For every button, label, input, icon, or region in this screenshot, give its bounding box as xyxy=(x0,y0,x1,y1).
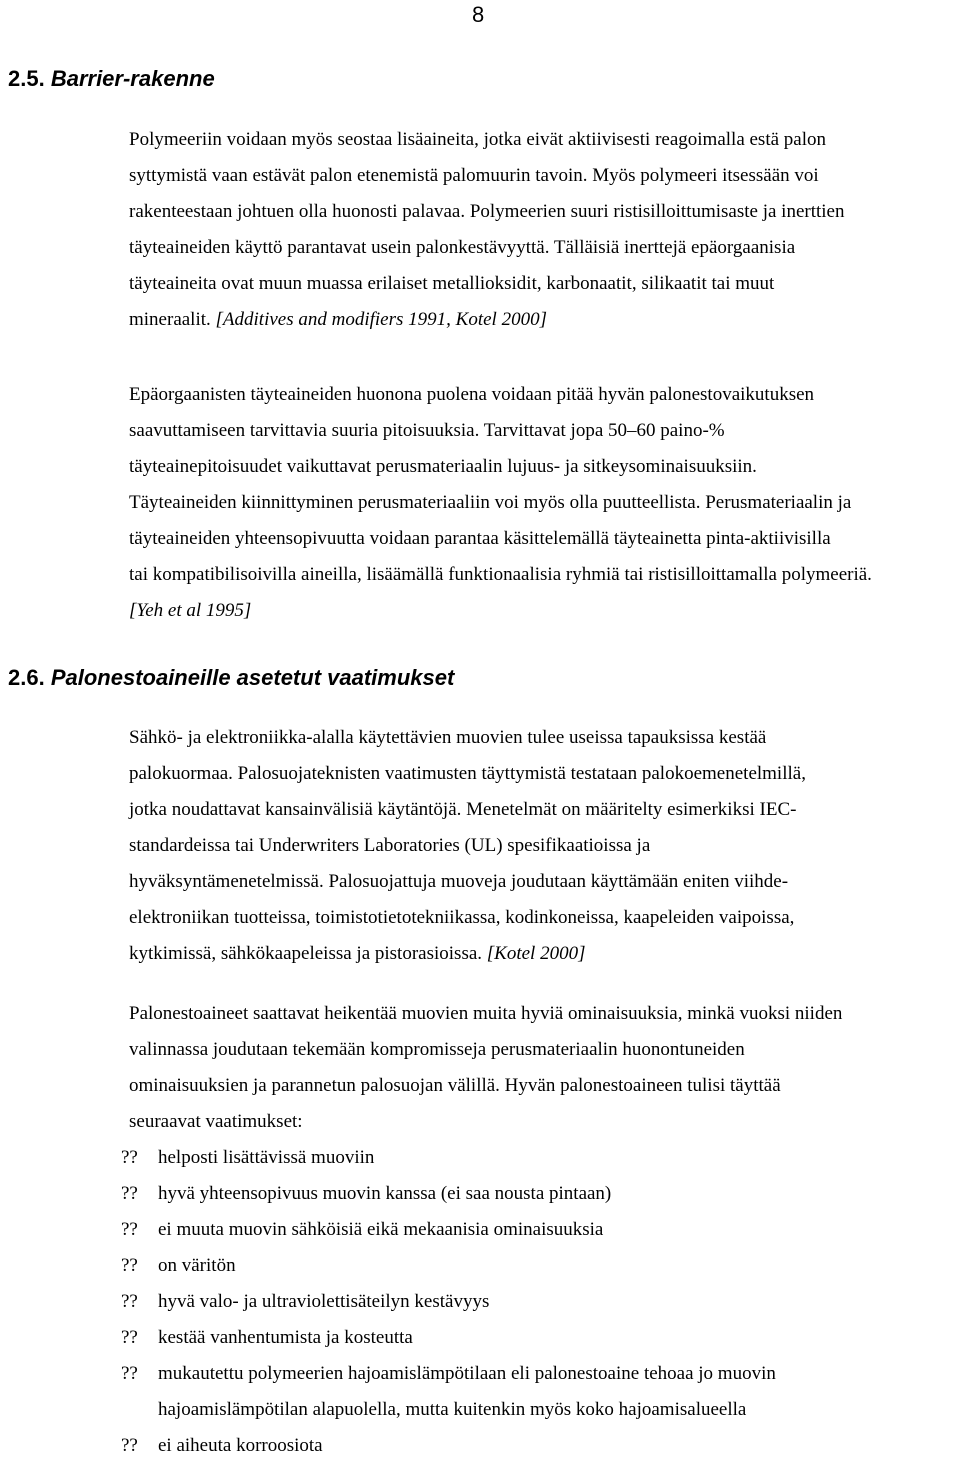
text-line xyxy=(129,302,845,338)
bullet-marker: ?? xyxy=(121,1219,138,1240)
bullet-marker: ?? xyxy=(121,1255,138,1276)
citation: [Yeh et al 1995] xyxy=(129,600,252,621)
text-line: palokuormaa. Palosuojateknisten vaatimusten täyttymistä testataan palokoemenetelmillä, xyxy=(129,763,806,784)
text-line: hyväksyntämenetelmissä. Palosuojattuja muoveja joudutaan käyttämään eniten viihde- xyxy=(129,871,789,892)
list-item-text: hyvä valo- ja ultraviolettisäteilyn kestävyys xyxy=(158,1291,490,1312)
list-item xyxy=(121,1248,776,1284)
text-line: Täyteaineiden kiinnittyminen perusmateriaaliin voi myös olla puutteellista. Perusmateriaalin ja xyxy=(129,492,852,513)
list-item-text: helposti lisättävissä muoviin xyxy=(158,1147,375,1168)
requirements-list xyxy=(121,1140,776,1464)
citation: [Kotel 2000] xyxy=(486,943,586,964)
paragraph-requirements-2 xyxy=(129,996,842,1140)
list-item xyxy=(121,1284,776,1320)
list-item xyxy=(121,1140,776,1176)
text-line: Palonestoaineet saattavat heikentää muovien muita hyviä ominaisuuksia, minkä vuoksi niiden xyxy=(129,1003,843,1024)
bullet-marker: ?? xyxy=(121,1327,138,1348)
list-item xyxy=(121,1212,776,1248)
list-item-text: ei aiheuta korroosiota xyxy=(158,1435,323,1456)
text-line: saavuttamiseen tarvittavia suuria pitoisuuksia. Tarvittavat jopa 50–60 paino-% xyxy=(129,420,725,441)
text-run: kytkimissä, sähkökaapeleissa ja pistorasioissa. xyxy=(129,943,487,964)
page-number: 8 xyxy=(472,2,485,27)
list-item xyxy=(121,1320,776,1356)
paragraph-requirements-1 xyxy=(129,720,806,972)
text-line: täyteaineita ovat muun muassa erilaiset metallioksidit, karbonaatit, silikaatit tai muut xyxy=(129,273,775,294)
text-run: mineraalit. xyxy=(129,309,216,330)
list-item-text: ei muuta muovin sähköisiä eikä mekaanisia ominaisuuksia xyxy=(158,1219,604,1240)
section-title: Barrier-rakenne xyxy=(50,66,215,91)
section-number: 2.5. xyxy=(8,66,45,91)
bullet-marker: ?? xyxy=(121,1183,138,1204)
text-line: Sähkö- ja elektroniikka-alalla käytettävien muovien tulee useissa tapauksissa kestää xyxy=(129,727,767,748)
list-item-text: on väritön xyxy=(158,1255,236,1276)
section-heading-2-6 xyxy=(8,665,454,691)
citation: [Additives and modifiers 1991, Kotel 2000] xyxy=(215,309,547,330)
text-line: Epäorgaanisten täyteaineiden huonona puolena voidaan pitää hyvän palonestovaikutuksen xyxy=(129,384,815,405)
bullet-marker: ?? xyxy=(121,1291,138,1312)
text-line: syttymistä vaan estävät palon etenemistä palomuurin tavoin. Myös polymeeri itsessään voi xyxy=(129,165,819,186)
paragraph-barrier-2 xyxy=(129,377,872,629)
list-item xyxy=(121,1176,776,1212)
list-item-text: hyvä yhteensopivuus muovin kanssa (ei saa nousta pintaan) xyxy=(158,1183,612,1204)
text-line: Polymeeriin voidaan myös seostaa lisäaineita, jotka eivät aktiivisesti reagoimalla estä palon xyxy=(129,129,826,150)
paragraph-barrier-1 xyxy=(129,122,845,338)
text-line: täyteainepitoisuudet vaikuttavat perusmateriaalin lujuus- ja sitkeysominaisuuksiin. xyxy=(129,456,757,477)
bullet-marker: ?? xyxy=(121,1435,138,1456)
text-line xyxy=(129,936,806,972)
section-number: 2.6. xyxy=(8,665,45,690)
text-line: valinnassa joudutaan tekemään kompromisseja perusmateriaalin huonontuneiden xyxy=(129,1039,745,1060)
text-line: ominaisuuksien ja parannetun palosuojan välillä. Hyvän palonestoaineen tulisi täyttää xyxy=(129,1075,781,1096)
list-item-text: hajoamislämpötilan alapuolella, mutta kuitenkin myös koko hajoamisalueella xyxy=(158,1399,747,1420)
text-line: seuraavat vaatimukset: xyxy=(129,1111,303,1132)
bullet-marker: ?? xyxy=(121,1363,138,1384)
list-item-text: kestää vanhentumista ja kosteutta xyxy=(158,1327,413,1348)
text-line: täyteaineiden käyttö parantavat usein palonkestävyyttä. Tälläisiä inerttejä epäorgaanisia xyxy=(129,237,796,258)
list-item xyxy=(121,1428,776,1464)
bullet-marker: ?? xyxy=(121,1147,138,1168)
list-item-text: mukautettu polymeerien hajoamislämpötilaan eli palonestoaine tehoaa jo muovin xyxy=(158,1363,776,1384)
text-line: tai kompatibilisoivilla aineilla, lisäämällä funktionaalisia ryhmiä tai ristisilloittamalla polymeeriä. xyxy=(129,564,872,585)
section-title: Palonestoaineille asetetut vaatimukset xyxy=(50,665,455,690)
section-heading-2-5 xyxy=(8,66,215,92)
text-line: elektroniikan tuotteissa, toimistotietotekniikassa, kodinkoneissa, kaapeleiden vaipoissa, xyxy=(129,907,795,928)
list-item xyxy=(121,1356,776,1428)
text-line: rakenteestaan johtuen olla huonosti palavaa. Polymeerien suuri ristisilloittumisaste ja inerttien xyxy=(129,201,845,222)
text-line: jotka noudattavat kansainvälisiä käytäntöjä. Menetelmät on määritelty esimerkiksi IEC- xyxy=(129,799,797,820)
text-line: täyteaineiden yhteensopivuutta voidaan parantaa käsittelemällä täyteainetta pinta-aktiivisilla xyxy=(129,528,831,549)
text-line: standardeissa tai Underwriters Laboratories (UL) spesifikaatioissa ja xyxy=(129,835,651,856)
